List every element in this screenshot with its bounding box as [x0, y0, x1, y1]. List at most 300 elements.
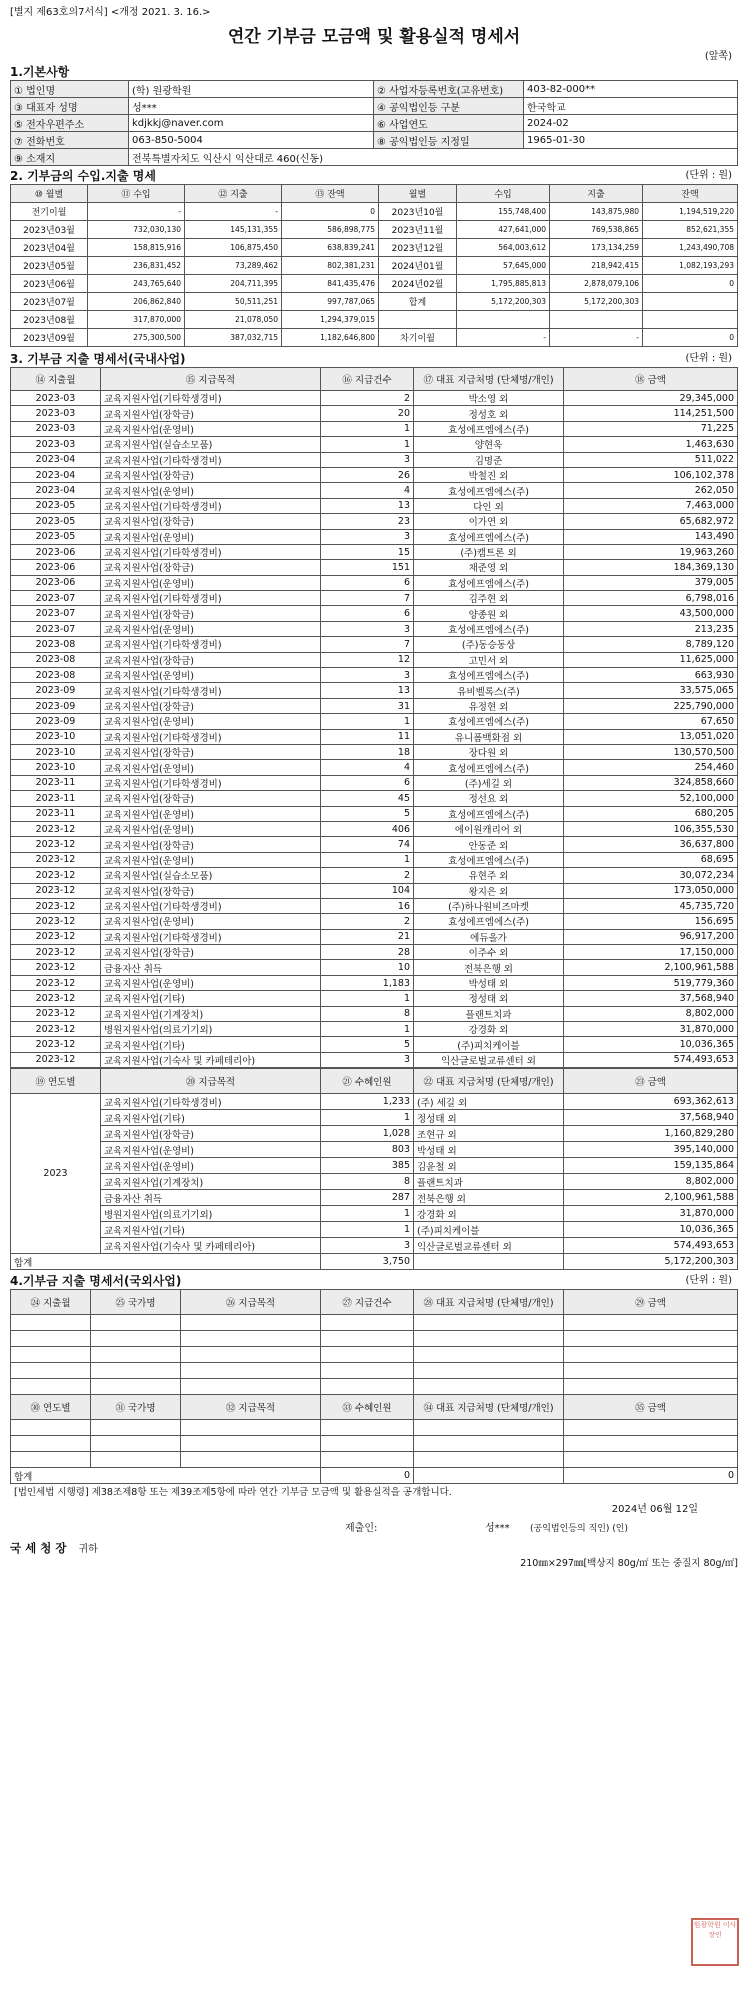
form-tag: [별지 제63호의7서식] <개정 2021. 3. 16.> — [10, 7, 211, 18]
domestic-cell: 574,493,653 — [564, 1052, 738, 1067]
domestic-cell: 에이원캐리어 외 — [414, 821, 564, 836]
overseas-column-header: ㉛ 국가명 — [91, 1395, 181, 1420]
section-domestic-heading — [10, 351, 738, 367]
yearly-column-header: ⑳ 지급목적 — [101, 1069, 321, 1094]
overseas-total-row — [11, 1468, 738, 1484]
overseas-empty-row — [11, 1315, 738, 1331]
official-seal — [691, 1918, 739, 1966]
domestic-cell: 다인 외 — [414, 498, 564, 513]
income-cell: 5,172,200,303 — [550, 293, 643, 311]
income-cell: 155,748,400 — [457, 203, 550, 221]
yearly-cell: 교육지원사업(기타) — [101, 1222, 321, 1238]
domestic-cell: 양종원 외 — [414, 606, 564, 621]
domestic-cell: (주)캠트론 외 — [414, 544, 564, 559]
domestic-cell: 2023-12 — [11, 821, 101, 836]
domestic-cell: 정성태 외 — [414, 991, 564, 1006]
empty-cell — [564, 1452, 738, 1468]
income-cell: 2024년02월 — [379, 275, 457, 293]
field-value: 2024-02 — [524, 115, 738, 132]
domestic-cell: (주)동승동상 — [414, 637, 564, 652]
domestic-cell: 2023-09 — [11, 698, 101, 713]
income-row — [11, 329, 738, 347]
section-income-heading — [10, 168, 738, 184]
field-label: ⑤ 전자우편주소 — [11, 115, 129, 132]
yearly-cell: 플랜트치과 — [414, 1174, 564, 1190]
field-label: ④ 공익법인등 구분 — [374, 98, 524, 115]
domestic-cell: 4 — [321, 483, 414, 498]
domestic-cell: 1 — [321, 421, 414, 436]
domestic-cell: 교육지원사업(운영비) — [101, 821, 321, 836]
domestic-cell: 고민서 외 — [414, 652, 564, 667]
domestic-row — [11, 560, 738, 575]
domestic-row — [11, 914, 738, 929]
income-cell — [379, 311, 457, 329]
domestic-row — [11, 729, 738, 744]
basic-info-row — [11, 149, 738, 166]
domestic-cell: 36,637,800 — [564, 837, 738, 852]
domestic-cell: 정선요 외 — [414, 791, 564, 806]
income-cell: 2023년04월 — [11, 239, 88, 257]
basic-info-row — [11, 98, 738, 115]
domestic-cell: 74 — [321, 837, 414, 852]
income-cell: 106,875,450 — [185, 239, 282, 257]
yearly-cell: 693,362,613 — [564, 1094, 738, 1110]
paper-spec: 210㎜×297㎜[백상지 80g/㎡ 또는 중질지 80g/㎡] — [520, 1558, 738, 1570]
domestic-cell: 전북은행 외 — [414, 960, 564, 975]
domestic-cell: 106,102,378 — [564, 467, 738, 482]
domestic-cell: 18 — [321, 744, 414, 759]
income-cell: 2023년08월 — [11, 311, 88, 329]
domestic-cell: 교육지원사업(장학금) — [101, 945, 321, 960]
domestic-cell: 채준영 외 — [414, 560, 564, 575]
empty-cell — [564, 1347, 738, 1363]
field-value: kdjkkj@naver.com — [129, 115, 374, 132]
empty-cell — [11, 1452, 91, 1468]
yearly-cell: 정성태 외 — [414, 1110, 564, 1126]
domestic-row — [11, 698, 738, 713]
overseas-total-blank — [414, 1468, 564, 1484]
domestic-row — [11, 714, 738, 729]
field-value: 1965-01-30 — [524, 132, 738, 149]
domestic-row — [11, 821, 738, 836]
domestic-row — [11, 406, 738, 421]
domestic-cell: 교육지원사업(운영비) — [101, 760, 321, 775]
domestic-cell: 13,051,020 — [564, 729, 738, 744]
domestic-row — [11, 760, 738, 775]
domestic-row — [11, 591, 738, 606]
domestic-cell: 2023-09 — [11, 683, 101, 698]
domestic-cell: 106,355,530 — [564, 821, 738, 836]
income-cell: 1,194,519,220 — [643, 203, 738, 221]
yearly-cell: 1 — [321, 1222, 414, 1238]
domestic-row — [11, 683, 738, 698]
domestic-row — [11, 652, 738, 667]
income-column-header: ⑩ 월별 — [11, 185, 88, 203]
domestic-row — [11, 883, 738, 898]
field-label: ⑧ 공익법인등 지정일 — [374, 132, 524, 149]
domestic-cell: 19,963,260 — [564, 544, 738, 559]
domestic-cell: 효성에프엠에스(주) — [414, 621, 564, 636]
domestic-table — [10, 367, 738, 1068]
empty-cell — [321, 1347, 414, 1363]
domestic-row — [11, 637, 738, 652]
income-cell: 합계 — [379, 293, 457, 311]
overseas-empty-row — [11, 1331, 738, 1347]
domestic-cell: 2023-10 — [11, 760, 101, 775]
domestic-cell: 플랜트치과 — [414, 1006, 564, 1021]
domestic-cell: 2023-12 — [11, 914, 101, 929]
domestic-cell: 박철진 외 — [414, 467, 564, 482]
overseas-empty-row — [11, 1436, 738, 1452]
domestic-cell: 3 — [321, 621, 414, 636]
empty-cell — [564, 1436, 738, 1452]
domestic-cell: 3 — [321, 529, 414, 544]
domestic-row — [11, 791, 738, 806]
domestic-cell: 교육지원사업(기타학생경비) — [101, 591, 321, 606]
empty-cell — [321, 1331, 414, 1347]
domestic-row — [11, 529, 738, 544]
empty-cell — [321, 1379, 414, 1395]
domestic-cell: 65,682,972 — [564, 514, 738, 529]
yearly-cell: 교육지원사업(운영비) — [101, 1142, 321, 1158]
domestic-cell: 45 — [321, 791, 414, 806]
income-cell: 173,134,259 — [550, 239, 643, 257]
domestic-cell: 왕지은 외 — [414, 883, 564, 898]
domestic-cell: 2,100,961,588 — [564, 960, 738, 975]
domestic-cell: 교육지원사업(장학금) — [101, 467, 321, 482]
income-cell: 2023년06월 — [11, 275, 88, 293]
domestic-cell: 11 — [321, 729, 414, 744]
income-column-header: 월별 — [379, 185, 457, 203]
overseas-empty-row — [11, 1363, 738, 1379]
yearly-row — [11, 1142, 738, 1158]
domestic-column-header: ⑱ 금액 — [564, 368, 738, 391]
submit-date: 2024년 06월 12일 — [611, 1504, 698, 1516]
overseas-header-row — [11, 1395, 738, 1420]
yearly-cell: 강경화 외 — [414, 1206, 564, 1222]
income-cell: 204,711,395 — [185, 275, 282, 293]
domestic-cell: 교육지원사업(운영비) — [101, 621, 321, 636]
income-cell: 145,131,355 — [185, 221, 282, 239]
overseas-heading-text: 4.기부금 지출 명세서(국외사업) — [10, 1274, 182, 1289]
domestic-cell: 2023-08 — [11, 668, 101, 683]
income-cell: 852,621,355 — [643, 221, 738, 239]
domestic-cell: 21 — [321, 929, 414, 944]
domestic-cell: 장다원 외 — [414, 744, 564, 759]
empty-cell — [91, 1363, 181, 1379]
domestic-cell: 교육지원사업(기타) — [101, 991, 321, 1006]
empty-cell — [91, 1420, 181, 1436]
seal-text: 원광학원 이사장인 — [693, 1921, 737, 1939]
domestic-cell: 2023-04 — [11, 452, 101, 467]
domestic-cell: 519,779,360 — [564, 975, 738, 990]
domestic-cell: 1 — [321, 991, 414, 1006]
domestic-cell: 교육지원사업(운영비) — [101, 914, 321, 929]
income-cell: 1,243,490,708 — [643, 239, 738, 257]
submitter-note: (공익법인등의 직인) (인) — [530, 1524, 629, 1535]
domestic-row — [11, 606, 738, 621]
income-cell: - — [457, 329, 550, 347]
domestic-cell: 2023-12 — [11, 898, 101, 913]
income-cell: 143,875,980 — [550, 203, 643, 221]
domestic-cell: 10,036,365 — [564, 1037, 738, 1052]
income-cell: 2023년05월 — [11, 257, 88, 275]
domestic-cell: 2023-12 — [11, 1006, 101, 1021]
field-value: 성*** — [129, 98, 374, 115]
empty-cell — [414, 1452, 564, 1468]
income-cell: 206,862,840 — [88, 293, 185, 311]
income-column-header: 잔액 — [643, 185, 738, 203]
domestic-cell: 김주현 외 — [414, 591, 564, 606]
field-value: 한국학교 — [524, 98, 738, 115]
income-cell: 73,289,462 — [185, 257, 282, 275]
domestic-cell: 156,695 — [564, 914, 738, 929]
domestic-cell: 2023-12 — [11, 960, 101, 975]
domestic-cell: 2023-03 — [11, 406, 101, 421]
field-label: ⑥ 사업연도 — [374, 115, 524, 132]
income-cell: 638,839,241 — [282, 239, 379, 257]
overseas-header-row — [11, 1290, 738, 1315]
yearly-cell: 1 — [321, 1206, 414, 1222]
domestic-cell: 68,695 — [564, 852, 738, 867]
basic-info-row — [11, 132, 738, 149]
domestic-cell: 박소영 외 — [414, 391, 564, 406]
domestic-cell: 교육지원사업(실습소모품) — [101, 868, 321, 883]
overseas-total-count: 0 — [321, 1468, 414, 1484]
domestic-row — [11, 991, 738, 1006]
domestic-cell: 2023-12 — [11, 945, 101, 960]
income-cell: 218,942,415 — [550, 257, 643, 275]
overseas-column-header: ㉖ 지급목적 — [181, 1290, 321, 1315]
domestic-cell: 29,345,000 — [564, 391, 738, 406]
domestic-cell: 11,625,000 — [564, 652, 738, 667]
income-cell: 802,381,231 — [282, 257, 379, 275]
domestic-cell: 교육지원사업(장학금) — [101, 744, 321, 759]
domestic-cell: 10 — [321, 960, 414, 975]
domestic-cell: 3 — [321, 1052, 414, 1067]
domestic-cell: 교육지원사업(기타학생경비) — [101, 391, 321, 406]
income-row — [11, 203, 738, 221]
domestic-cell: 1 — [321, 714, 414, 729]
income-cell: 2024년01월 — [379, 257, 457, 275]
domestic-cell: 6,798,016 — [564, 591, 738, 606]
law-notice: [법인세법 시행령] 제38조제8항 또는 제39조제5항에 따라 연간 기부금 모금액 및 활용실적을 공개합니다. — [14, 1487, 452, 1499]
basic-info-table — [10, 80, 738, 166]
domestic-cell: 강경화 외 — [414, 1022, 564, 1037]
empty-cell — [564, 1331, 738, 1347]
empty-cell — [11, 1379, 91, 1395]
empty-cell — [414, 1379, 564, 1395]
yearly-cell: 574,493,653 — [564, 1238, 738, 1254]
domestic-cell: 교육지원사업(기타학생경비) — [101, 929, 321, 944]
overseas-empty-row — [11, 1347, 738, 1363]
yearly-cell: 1,233 — [321, 1094, 414, 1110]
domestic-cell: 교육지원사업(기숙사 및 카페테리아) — [101, 1052, 321, 1067]
income-cell: - — [550, 329, 643, 347]
domestic-row — [11, 1037, 738, 1052]
domestic-cell: 43,500,000 — [564, 606, 738, 621]
empty-cell — [11, 1363, 91, 1379]
domestic-row — [11, 929, 738, 944]
domestic-cell: 에듀올가 — [414, 929, 564, 944]
empty-cell — [11, 1436, 91, 1452]
empty-cell — [321, 1315, 414, 1331]
domestic-cell: 130,570,500 — [564, 744, 738, 759]
income-row — [11, 239, 738, 257]
domestic-cell: 교육지원사업(장학금) — [101, 791, 321, 806]
income-cell — [550, 311, 643, 329]
income-row — [11, 293, 738, 311]
domestic-cell: 13 — [321, 498, 414, 513]
domestic-cell: 2023-06 — [11, 544, 101, 559]
income-column-header: ⑪ 수입 — [88, 185, 185, 203]
domestic-cell: 225,790,000 — [564, 698, 738, 713]
overseas-column-header: ㉗ 지급건수 — [321, 1290, 414, 1315]
domestic-row — [11, 668, 738, 683]
income-cell: 전기이월 — [11, 203, 88, 221]
document-page — [10, 6, 738, 1571]
yearly-cell: 교육지원사업(기숙사 및 카페테리아) — [101, 1238, 321, 1254]
income-column-header: ⑬ 잔액 — [282, 185, 379, 203]
yearly-cell: 385 — [321, 1158, 414, 1174]
submitter-label: 제출인: — [345, 1523, 378, 1535]
domestic-cell: 213,235 — [564, 621, 738, 636]
domestic-cell: 교육지원사업(장학금) — [101, 514, 321, 529]
income-cell: 2,878,079,106 — [550, 275, 643, 293]
domestic-cell: 교육지원사업(운영비) — [101, 575, 321, 590]
domestic-cell: 104 — [321, 883, 414, 898]
overseas-table — [10, 1289, 738, 1484]
domestic-cell: 52,100,000 — [564, 791, 738, 806]
yearly-cell: 익산글로벌교류센터 외 — [414, 1238, 564, 1254]
domestic-column-header: ⑮ 지급목적 — [101, 368, 321, 391]
yearly-cell: 금융자산 취득 — [101, 1190, 321, 1206]
address-value: 전북특별자치도 익산시 익산대로 460(신동) — [129, 149, 738, 166]
domestic-column-header: ⑯ 지급건수 — [321, 368, 414, 391]
yearly-cell: 교육지원사업(기타학생경비) — [101, 1094, 321, 1110]
domestic-cell: 663,930 — [564, 668, 738, 683]
domestic-cell: 680,205 — [564, 806, 738, 821]
domestic-cell: 67,650 — [564, 714, 738, 729]
yearly-cell: 박성태 외 — [414, 1142, 564, 1158]
field-value: 403-82-000** — [524, 81, 738, 98]
income-row — [11, 275, 738, 293]
empty-cell — [181, 1315, 321, 1331]
empty-cell — [321, 1363, 414, 1379]
domestic-cell: 2023-10 — [11, 729, 101, 744]
yearly-row — [11, 1110, 738, 1126]
domestic-cell: 2023-12 — [11, 929, 101, 944]
empty-cell — [181, 1379, 321, 1395]
income-row — [11, 257, 738, 275]
domestic-cell: 26 — [321, 467, 414, 482]
tax-office-suffix: 귀하 — [78, 1544, 98, 1556]
income-cell: 50,511,251 — [185, 293, 282, 311]
yearly-cell: 395,140,000 — [564, 1142, 738, 1158]
income-cell: 732,030,130 — [88, 221, 185, 239]
domestic-cell: 2023-08 — [11, 652, 101, 667]
yearly-column-header: ㉒ 대표 지급처명 (단체명/개인) — [414, 1069, 564, 1094]
domestic-cell: 2023-11 — [11, 775, 101, 790]
domestic-cell: 151 — [321, 560, 414, 575]
domestic-cell: 교육지원사업(기타학생경비) — [101, 498, 321, 513]
overseas-column-header: ㉜ 지급목적 — [181, 1395, 321, 1420]
overseas-column-header: ㉙ 금액 — [564, 1290, 738, 1315]
income-unit: (단위 : 원) — [685, 170, 732, 181]
yearly-cell: 1,028 — [321, 1126, 414, 1142]
yearly-cell: 31,870,000 — [564, 1206, 738, 1222]
empty-cell — [181, 1363, 321, 1379]
domestic-cell: (주)피치케이블 — [414, 1037, 564, 1052]
domestic-cell: 15 — [321, 544, 414, 559]
domestic-cell: 2023-11 — [11, 791, 101, 806]
empty-cell — [414, 1315, 564, 1331]
domestic-row — [11, 837, 738, 852]
domestic-cell: 2023-08 — [11, 637, 101, 652]
income-cell: 236,831,452 — [88, 257, 185, 275]
yearly-cell: 37,568,940 — [564, 1110, 738, 1126]
domestic-cell: 효성에프엠에스(주) — [414, 421, 564, 436]
overseas-column-header: ㉕ 국가명 — [91, 1290, 181, 1315]
income-cell: 21,078,050 — [185, 311, 282, 329]
section-overseas-heading — [10, 1273, 738, 1289]
overseas-unit: (단위 : 원) — [685, 1275, 732, 1287]
income-cell: 2023년12월 — [379, 239, 457, 257]
income-cell — [457, 311, 550, 329]
empty-cell — [321, 1452, 414, 1468]
domestic-cell: 23 — [321, 514, 414, 529]
yearly-cell: 조현규 외 — [414, 1126, 564, 1142]
income-table — [10, 184, 738, 347]
domestic-cell: 교육지원사업(운영비) — [101, 714, 321, 729]
domestic-cell: 1,463,630 — [564, 437, 738, 452]
domestic-cell: 2023-12 — [11, 868, 101, 883]
domestic-cell: 6 — [321, 575, 414, 590]
domestic-cell: 교육지원사업(운영비) — [101, 852, 321, 867]
income-cell: - — [88, 203, 185, 221]
domestic-cell: 2023-05 — [11, 514, 101, 529]
yearly-column-header: ㉓ 금액 — [564, 1069, 738, 1094]
empty-cell — [91, 1331, 181, 1347]
overseas-column-header: ㉝ 수혜인원 — [321, 1395, 414, 1420]
yearly-total-row — [11, 1254, 738, 1270]
domestic-row — [11, 514, 738, 529]
domestic-cell: 8,789,120 — [564, 637, 738, 652]
income-cell — [643, 293, 738, 311]
domestic-cell: 2023-12 — [11, 883, 101, 898]
domestic-cell: 효성에프엠에스(주) — [414, 852, 564, 867]
empty-cell — [414, 1331, 564, 1347]
empty-cell — [321, 1420, 414, 1436]
domestic-cell: 1 — [321, 437, 414, 452]
domestic-cell: 유비벨록스(주) — [414, 683, 564, 698]
domestic-column-header: ⑰ 대표 지급처명 (단체명/개인) — [414, 368, 564, 391]
domestic-cell: 교육지원사업(장학금) — [101, 698, 321, 713]
domestic-row — [11, 467, 738, 482]
field-label: ① 법인명 — [11, 81, 129, 98]
domestic-cell: 교육지원사업(운영비) — [101, 975, 321, 990]
yearly-row — [11, 1094, 738, 1110]
domestic-cell: 8 — [321, 1006, 414, 1021]
total-count: 3,750 — [321, 1254, 414, 1270]
domestic-row — [11, 868, 738, 883]
income-cell: 586,898,775 — [282, 221, 379, 239]
domestic-cell: 173,050,000 — [564, 883, 738, 898]
page-side-label: (앞쪽) — [704, 51, 732, 62]
empty-cell — [321, 1436, 414, 1452]
domestic-cell: 2023-05 — [11, 498, 101, 513]
yearly-row — [11, 1190, 738, 1206]
